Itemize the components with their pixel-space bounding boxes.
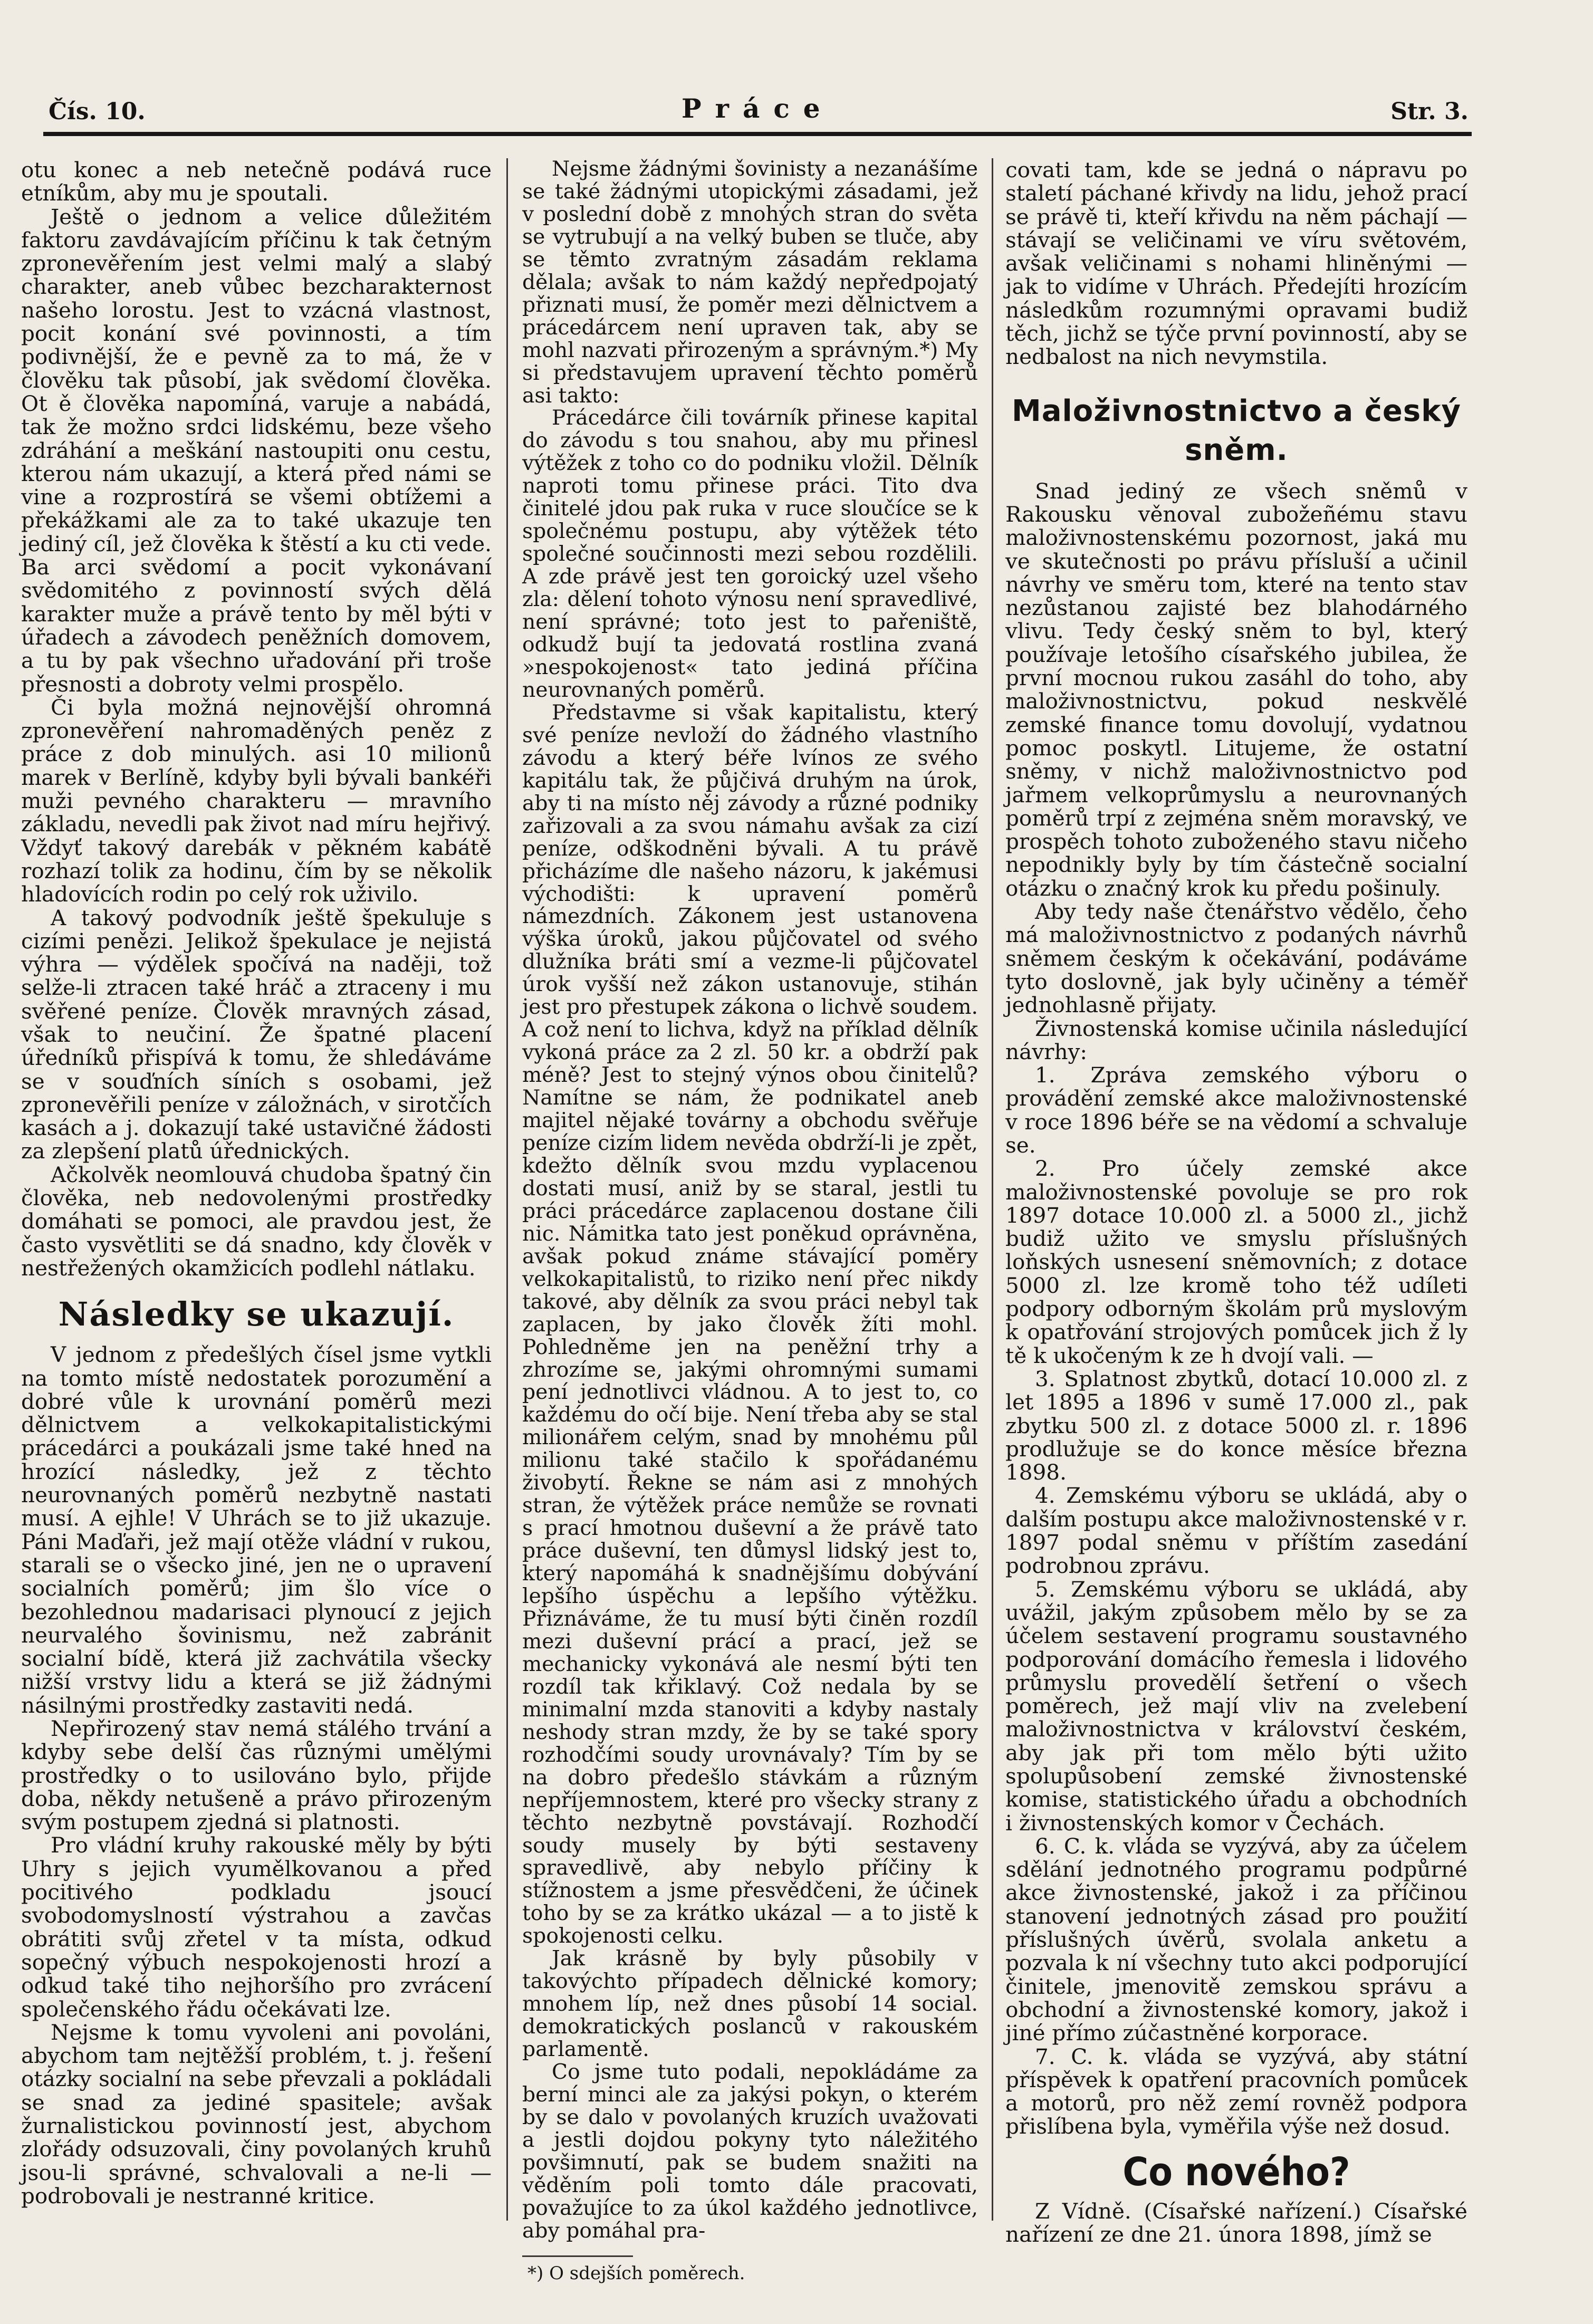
paragraph: 6. C. k. vláda se vyzývá, aby za účelem sdělání jednotného programu podpůrné akce živnostenské, jakož i za příčinou stanovení jednotných zásad pro použití příslušných úvěrů, svolala anketu a pozvala k ní všechny tuto akci podporující činitele, jmenovitě zemskou správu a obchodní a živnostenské komory, jakož i jiné přímo zúčastněné korporace. bbox=[1005, 1833, 1467, 2046]
paragraph: Živnostenská komise učinila následující návrhy: bbox=[1005, 1015, 1467, 1064]
paragraph: V jednom z předešlých čísel jsme vytkli na tomto místě nedostatek porozumění a dobré vůle k urovnání poměrů mezi dělnictvem a velkokapitalistickými prácedárci a poukázali jsme také hned na hrozící následky, jež z těchto neurovnaných poměrů nezbytně nastati musí. A ejhle! V Uhrách se to již ukazuje. Páni Maďaři, jež mají otěže vládní v rukou, starali se o všecko jiné, jen ne o upravení socialních poměrů; jim šlo více o bezohlednou madarisaci plynoucí z jejich neurvalého šovinismu, než zabránit socialní bídě, která již zachvátila všecky nižší vrstvy lidu a která se již žádnými násilnými prostředky zastaviti nedá. bbox=[21, 1342, 492, 1718]
paragraph: Či byla možná nejnovější ohromná zpronevěření nahromaděných peněz z práce z dob minulých. asi 10 milionů marek v Berlíně, kdyby byli bývali bankéři muži pevného charakteru — mravního základu, nevedli pak život nad míru hejřivý. Vždyť takový darebák v pěkném kabátě rozhazí tolik za hodinu, čím by se několik hladovících rodin po celý rok uživilo. bbox=[21, 694, 492, 907]
paragraph: 4. Zemskému výboru se ukládá, aby o dalším postupu akce maloživnostenské v r. 1897 podal sněmu v příštím zasedání podrobnou zprávu. bbox=[1005, 1483, 1467, 1579]
newspaper-title: Práce bbox=[682, 93, 834, 124]
paragraph: Snad jediný ze všech sněmů v Rakousku věnoval zubožeñému stavu maloživnostenskému pozornost, jaká mu ve skutečnosti po právu přísluší a učinil návrhy ve směru tom, které na tento stav nezůstanou zajisté bez blahodárného vlivu. Tedy český sněm to byl, který používaje letošího císařského jubilea, že první mocnou rukou zasáhl do toho, aby maloživnostnictvu, pokud neskvělé zemské finance tomu dovolují, vydatnou pomoc poskytl. Litujeme, že ostatní sněmy, v nichž maloživnostnictvo pod jařmem velkoprůmyslu a neurovnaných poměrů trpí z zejména sněm moravský, ve prospěch tohoto zuboženého stavu ničeho nepodnikly byly by tím částečně socialní otázku o značný krok ku předu pošinuly. bbox=[1005, 478, 1467, 901]
paragraph: otu konec a neb netečně podává ruce etníkům, aby mu je spoutali. bbox=[21, 157, 492, 206]
paragraph: Ještě o jednom a velice důležitém faktoru zavdávajícím příčinu k tak četným zpronevěřením jest velmi malý a slabý charakter, aneb vůbec bezcharakternost našeho lorostu. Jest to vzácná vlastnost, pocit konání své povinnosti, a tím podivnější, že e pevně za to má, že v člověku tak působí, jak svědomí člověka. Ot ě člověka napomíná, varuje a nabádá, tak že možno srdci lidskému, beze všeho zdráhání a meškání nastoupiti onu cestu, kterou nám ukazují, a která před námi se vine a rozprostírá se všemi obtížemi a překážkami ale za to také ukazuje ten jediný cíl, jež člověka k štěstí a ku cti vede. Ba arci svědomí a pocit vykonávaní svědomitého z povinností svých dělá karakter muže a právě tento by měl býti v úřadech a závodech peněžních domovem, a tu by pak všechno uřadování při troše přesnosti a dobroty velmi prospělo. bbox=[21, 204, 492, 697]
paragraph: 5. Zemskému výboru se ukládá, aby uvážil, jakým způsobem mělo by se za účelem sestavení programu soustavného podporování domácího řemesla i lidového průmyslu provedělí šetření o všech poměrech, jež mají vliv na zvelebení maloživnostnictva v království českém, aby jak při tom mělo býti užito spolupůsobení zemské živnostenské komise, statistického úřadu a obchodních i živnostenských komor v Čechách. bbox=[1005, 1576, 1467, 1836]
paragraph: Představme si však kapitalistu, který své peníze nevloží do žádného vlastního závodu a který béře lvínos ze svého kapitálu tak, že půjčivá druhým na úrok, aby ti na místo něj závody a různé podniky zařizovali a za svou námahu avšak za cizí peníze, odškodněni bývali. A tu právě přicházíme dle našeho názoru, k jakémusi východišti: k upravení poměrů námezdních. Zákonem jest ustanovena výška úroků, jakou půjčovatel od svého dlužníka bráti smí a vezme-li půjčovatel úrok vyšší než zákon ustanovuje, stihán jest pro přestupek zákona o lichvě soudem. A což není to lichva, když na příklad dělník vykoná práce za 2 zl. 50 kr. a obdrží pak méně? Jest to stejný výnos obou činitelů? Namítne se nám, že podnikatel aneb majitel nějaké továrny a obchodu svěřuje peníze cizím lidem nevěda obdrží-li je zpět, kdežto dělník svou mzdu vyplacenou dostati musí, aniž by se staral, jestli tu práci prácedárce zaplacenou dostane čili nic. Námitka tato jest poněkud oprávněna, avšak pokud známe stávající poměry velkokapitalistů, to riziko není přec nikdy takové, aby dělník za svou práci nebyl tak zaplacen, by jako člověk žíti mohl. Pohledněme jen na peněžní trhy a zhrozíme se, jakými ohromnými sumami pení jednotlivci vládnou. A to jest to, co každému do očí bije. Není třeba aby se stal milionářem celým, snad by mnohému půl milionu také stačilo k spořádanému živobytí. Řekne se nám asi z mnohých stran, že výtěžek práce nemůže se rovnati s prací hmotnou duševní a že právě tato práce duševní, ten důmysl lidský jest to, který napomáhá k snadnějšímu dobývání lepšího úspěchu a lepšího výtěžku. Přiznáváme, že tu musí býti činěn rozdíl mezi duševní prácí a prací, jež se mechanicky vykonává ale nesmí býti ten rozdíl tak křiklavý. Což nedala by se minimalní mzda stanoviti a kdyby nastaly neshody stran mzdy, že by se také spory rozhodčími soudy urovnávaly? Tím by se na dobro předešlo stávkám a různým nepříjemnostem, které pro všecky strany z těchto nezbytně povstávají. Rozhodčí soudy musely by býti sestaveny spravedlivě, aby nebylo příčiny k stížnostem a jsme přesvědčeni, že účinek toho by se za krátko ukázal — a to jistě k spokojenosti celku. bbox=[522, 700, 978, 1948]
paragraph: 1. Zpráva zemského výboru o provádění zemské akce maloživnostenské v roce 1896 béře se na vědomí a schvaluje se. bbox=[1005, 1062, 1467, 1158]
paragraph: covati tam, kde se jedná o nápravu po staletí páchané křivdy na lidu, jehož prací se právě ti, kteří křivdu na něm páchají — stávají se veličinami ve víru světovém, avšak veličinami s nohami hliněnými — jak to vidíme v Uhrách. Předejíti hrozícím následkům rozumnými opravami budiž těch, jichž se týče první povinností, aby se nedbalost na nich nevymstila. bbox=[1005, 157, 1467, 370]
paragraph: 7. C. k. vláda se vyzývá, aby státní příspěvek k opatření pracovních pomůcek a motorů, pro něž zemí rovněž podpora přislíbena byla, vyměřila výše než dosud. bbox=[1005, 2043, 1467, 2139]
paragraph: Prácedárce čili továrník přinese kapital do závodu s tou snahou, aby mu přinesl výtěžek z toho co do podniku vložil. Dělník naproti tomu přinese práci. Tito dva činitelé jdou pak ruka v ruce sloučíce se k společnému postupu, aby výtěžek této společné součinnosti mezi sebou rozdělili. A zde právě jest ten goroický uzel všeho zla: dělení tohoto výnosu není spravedlivé, není správné; toto jest to pařeniště, odkudž bují ta jedovatá rostlina zvaná »nespokojenost« tato jediná příčina neurovnaných poměrů. bbox=[522, 406, 978, 702]
column-3 bbox=[1005, 158, 1467, 2300]
page-number: Str. 3. bbox=[1390, 98, 1469, 125]
paragraph: Nejsme k tomu vyvoleni ani povoláni, abychom tam nejtěžší problém, t. j. řešení otázky socialní na sebe převzali a pokládali se snad za jediné spasitele; avšak žurnalistickou povinností jest, abychom zlořády odsuzovali, činy povolaných kruhů jsou-li správné, schvalovali a ne-li — podrobovali je nestranné kritice. bbox=[21, 2019, 492, 2208]
paragraph: Nepřirozený stav nemá stálého trvání a kdyby sebe delší čas různými umělými prostředky o to usilováno bylo, přijde doba, někdy netušeně a právo přirozeným svým postupem zjedná si platnosti. bbox=[21, 1716, 492, 1835]
footnote: *) O sdejších poměrech. bbox=[527, 2262, 745, 2284]
column-1 bbox=[21, 158, 492, 2300]
paragraph: A takový podvodník ještě špekuluje s cizími penězi. Jelikož špekulace je nejistá výhra — výdělek spočívá na naději, tož selže-li ztracen také hráč a ztraceny i mu svěřené peníze. Člověk mravných zásad, však to neučiní. Že špatné placení úředníků přispívá k tomu, že shledáváme se v souďních síních s osobami, jež zpronevěřili peníze v záložnách, v sirotčích kasách a j. dokazují také ustavičné žádosti za zlepšení platů úřednických. bbox=[21, 905, 492, 1164]
paragraph: 3. Splatnost zbytků, dotací 10.000 zl. z let 1895 a 1896 v sumě 17.000 zl., pak zbytku 500 zl. z dotace 5000 zl. r. 1896 prodlužuje se do konce měsíce března 1898. bbox=[1005, 1366, 1467, 1485]
column-divider bbox=[506, 158, 508, 2221]
page-header bbox=[49, 89, 1469, 134]
paragraph: Co jsme tuto podali, nepokládáme za berní minci ale za jakýsi pokyn, o kterém by se dalo v povolaných kruzích uvažovati a jestli dojdou pokyny tyto náležitého povšimnutí, pak se budem snažiti na věděním poli tomto dále pracovati, považujíce to za úkol každého jednotlivce, aby pomáhal pra- bbox=[522, 2060, 978, 2243]
paragraph: Nejsme žádnými šovinisty a nezanášíme se také žádnými utopickými zásadami, jež v poslední době z mnohých stran do světa se vytrubují a na velký buben se tluče, aby se těmto zvratným zásadám reklama dělala; avšak to nám každý nepředpojatý přiznati musí, že poměr mezi dělnictvem a prácedárcem není upraven tak, aby se mohl nazvati přirozeným a správným.*) My si představujem upravení těchto poměrů asi takto: bbox=[522, 157, 978, 408]
section-heading: Co nového? bbox=[1122, 2149, 1350, 2195]
column-divider bbox=[992, 158, 993, 2221]
paragraph: Jak krásně by byly působily v takovýchto případech dělnické komory; mnohem líp, než dnes působí 14 social. demokratických poslanců v rakouském parlamentě. bbox=[522, 1947, 978, 2062]
article-heading: Následky se ukazují. bbox=[58, 1295, 455, 1334]
paragraph: Aby tedy naše čtenářstvo vědělo, čeho má maloživnostnictvo z podaných návrhů sněmem českým k očekávání, podáváme tyto doslovně, jak byly učiněny a téměř jednohlasně přijaty. bbox=[1005, 899, 1467, 1018]
header-rule bbox=[43, 132, 1472, 136]
paragraph: Pro vládní kruhy rakouské měly by býti Uhry s jejich vyumělkovanou a před pocitivého podkladu jsoucí svobodomyslností výstrahou a zavčas obrátiti svůj zřetel v ta místa, odkud sopečný výbuch nespokojenosti hrozí a odkud také tiho nejhoršího pro zvrácení společenského řádu očekávati lze. bbox=[21, 1832, 492, 2022]
article-heading: Maloživnostnictvo a český sněm. bbox=[1012, 393, 1461, 467]
paragraph: 2. Pro účely zemské akce maloživnostenské povoluje se pro rok 1897 dotace 10.000 zl. a 5000 zl., jichž budiž užito ve smyslu příslušných loňských usnesení sněmovních; z dotace 5000 zl. lze kromě toho též udíleti podpory odborným školám prů myslovým k opatřování strojových pomůcek jich ž ly tě k ukočeným k ze h dvojí vali. — bbox=[1005, 1156, 1467, 1368]
paragraph: Z Vídně. (Císařské nařízení.) Císařské nařízení ze dne 21. února 1898, jímž se bbox=[1005, 2198, 1467, 2248]
column-2 bbox=[522, 158, 978, 2300]
issue-number: Čís. 10. bbox=[49, 98, 146, 125]
footnote-rule bbox=[522, 2255, 633, 2257]
paragraph: Ačkolvěk neomlouvá chudoba špatný čin člověka, neb nedovolenými prostředky domáhati se pomoci, ale pravdou jest, že často vysvětliti se dá snadno, kdy člověk v nestřežených okamžicích podlehl nátlaku. bbox=[21, 1161, 492, 1281]
